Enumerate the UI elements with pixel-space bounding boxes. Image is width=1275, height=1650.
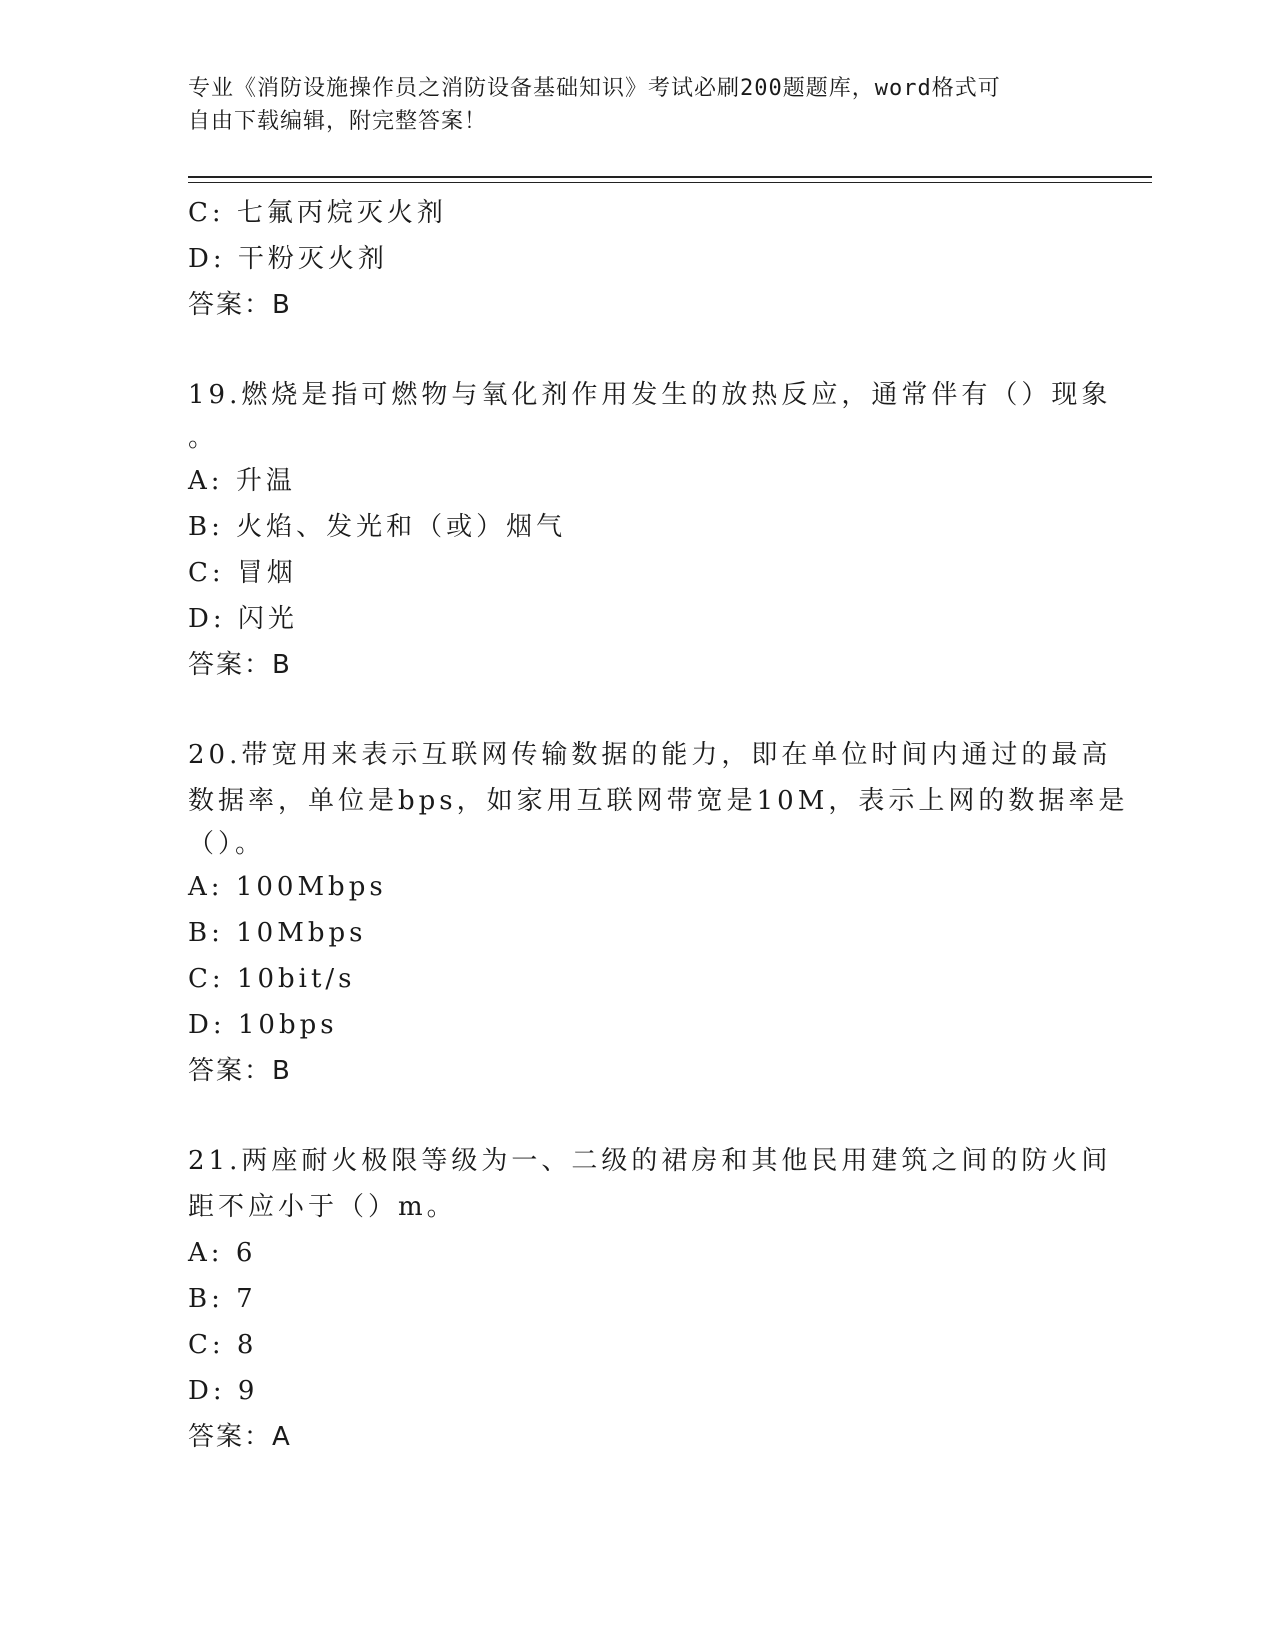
header-line-1: 专业《消防设施操作员之消防设备基础知识》考试必刷200题题库，word格式可 xyxy=(188,76,1001,101)
option-text: 火焰、发光和（或）烟气 xyxy=(236,512,567,542)
option-text: 10bit/s xyxy=(236,964,356,994)
option-b xyxy=(188,910,1088,956)
option-label: B: xyxy=(188,1284,224,1314)
option-c xyxy=(188,550,1088,596)
header-line-2: 自由下载编辑，附完整答案！ xyxy=(188,109,488,134)
answer-line: 答案：B xyxy=(188,290,292,320)
question-text-line: 21.两座耐火极限等级为一、二级的裙房和其他民用建筑之间的防火间 xyxy=(188,1146,1112,1176)
question-21 xyxy=(188,1138,1112,1460)
option-label: C: xyxy=(188,964,225,994)
option-text: 6 xyxy=(235,1238,257,1268)
option-a xyxy=(188,864,1088,910)
option-label: D: xyxy=(188,1010,226,1040)
option-c xyxy=(188,956,1088,1002)
option-a xyxy=(188,1230,1088,1276)
question-20 xyxy=(188,732,1129,1094)
option-text: 10Mbps xyxy=(236,918,367,948)
answer-line: 答案：B xyxy=(188,1056,292,1086)
option-label: A: xyxy=(188,466,224,496)
option-d xyxy=(188,1002,1088,1048)
option-text: 8 xyxy=(236,1330,258,1360)
header-rule-thick xyxy=(188,176,1152,178)
option-d xyxy=(188,236,1088,282)
option-text: 10bps xyxy=(237,1010,338,1040)
question-text-line: 20.带宽用来表示互联网传输数据的能力，即在单位时间内通过的最高 xyxy=(188,740,1112,770)
option-label: A: xyxy=(188,1238,224,1268)
answer-line: 答案：B xyxy=(188,650,292,680)
option-a xyxy=(188,458,1088,504)
fragment-block xyxy=(188,190,1088,328)
answer-line: 答案：A xyxy=(188,1422,292,1452)
question-text-line: 距不应小于（）m。 xyxy=(188,1192,457,1222)
option-text: 9 xyxy=(237,1376,259,1406)
question-text-line: 数据率，单位是bps，如家用互联网带宽是10M，表示上网的数据率是 xyxy=(188,786,1129,816)
option-text: 冒烟 xyxy=(236,558,297,588)
question-19 xyxy=(188,372,1112,688)
option-text: 干粉灭火剂 xyxy=(237,244,388,274)
option-label: C: xyxy=(188,198,225,228)
question-text-line: 19.燃烧是指可燃物与氧化剂作用发生的放热反应，通常伴有（）现象 xyxy=(188,380,1112,410)
option-label: C: xyxy=(188,558,225,588)
option-label: D: xyxy=(188,244,226,274)
option-text: 七氟丙烷灭火剂 xyxy=(236,198,447,228)
option-b xyxy=(188,504,1088,550)
question-text-line: 。 xyxy=(188,423,219,453)
question-content xyxy=(188,190,1129,1460)
option-text: 升温 xyxy=(235,466,296,496)
option-d xyxy=(188,1368,1088,1414)
option-text: 100Mbps xyxy=(235,872,387,902)
header-rule-thin xyxy=(188,182,1152,183)
option-text: 闪光 xyxy=(237,604,298,634)
option-text: 7 xyxy=(236,1284,257,1314)
option-label: D: xyxy=(188,1376,226,1406)
option-b xyxy=(188,1276,1088,1322)
document-header xyxy=(188,72,1068,138)
option-label: D: xyxy=(188,604,226,634)
option-label: A: xyxy=(188,872,224,902)
option-c xyxy=(188,190,1088,236)
option-c xyxy=(188,1322,1088,1368)
question-text-line: （）。 xyxy=(188,829,266,859)
option-label: B: xyxy=(188,512,224,542)
option-label: C: xyxy=(188,1330,225,1360)
option-d xyxy=(188,596,1088,642)
option-label: B: xyxy=(188,918,224,948)
